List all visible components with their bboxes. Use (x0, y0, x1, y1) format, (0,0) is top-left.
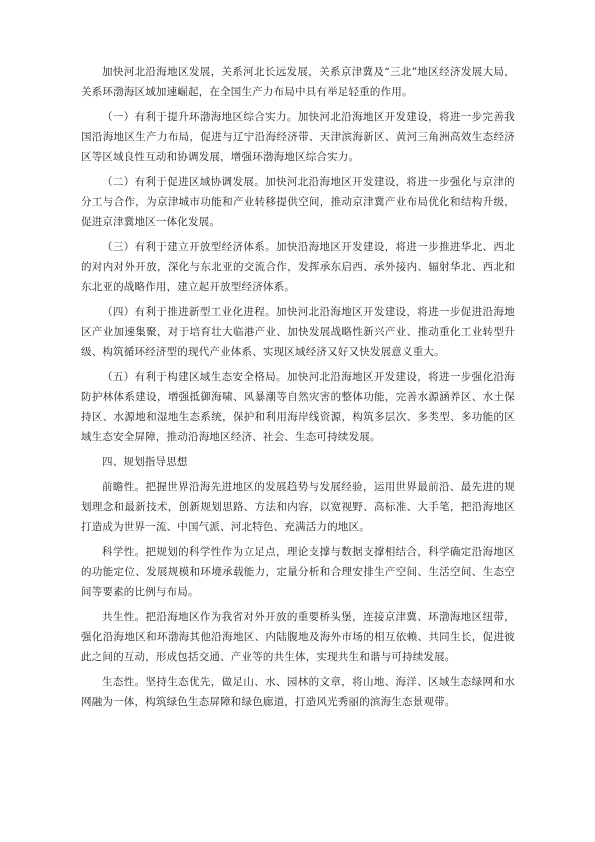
paragraph-ecological: 生态性。坚持生态优先，做足山、水、园林的文章，将山地、海洋、区域生态绿网和水网融为一体，构筑绿色生态屏障和绿色廊道，打造风光秀丽的滨海生态景观带。 (81, 676, 515, 708)
paragraph-symbiotic: 共生性。把沿海地区作为我省对外开放的重要桥头堡，连接京津冀、环渤海地区纽带，强化沿海地区和环渤海其他沿海地区、内陆腹地及海外市场的相互依赖、共同生长，促进彼此之间的互动，形成包括交通、产业等的共生体，实现共生和谐与可持续发展。 (81, 611, 515, 663)
document-page (81, 62, 515, 717)
paragraph-open-economy: （三）有利于建立开放型经济体系。加快沿海地区开发建设，将进一步推进华北、西北的对内对外开放，深化与东北亚的交流合作，发挥承东启西、承外接内、辐射华北、西北和东北亚的战略作用，建立起开放型经济体系。 (81, 241, 515, 293)
paragraph-ecological-security: （五）有利于构建区域生态安全格局。加快河北沿海地区开发建设，将进一步强化沿海防护林体系建设，增强抵御海啸、风暴潮等自然灾害的整体功能，完善水源涵养区、水土保持区、水源地和湿地生态系统，保护和利用海岸线资源，构筑多层次、多类型、多功能的区域生态安全屏障，推动沿海地区经济、社会、生态可持续发展。 (81, 371, 515, 443)
intro-paragraph: 加快河北沿海地区发展，关系河北长远发展，关系京津冀及“三北”地区经济发展大局，关系环渤海区域加速崛起，在全国生产力布局中具有举足轻重的作用。 (81, 66, 515, 98)
paragraph-comprehensive-strength: （一）有利于提升环渤海地区综合实力。加快河北沿海地区开发建设，将进一步完善我国沿海地区生产力布局，促进与辽宁沿海经济带、天津滨海新区、黄河三角洲高效生态经济区等区域良性互动和协调发展，增强环渤海地区综合实力。 (81, 111, 515, 163)
section-heading-guiding-ideology: 四、规划指导思想 (102, 456, 188, 468)
paragraph-industrialization: （四）有利于推进新型工业化进程。加快河北沿海地区开发建设，将进一步促进沿海地区产业加速集聚，对于培育壮大临港产业、加快发展战略性新兴产业、推动重化工业转型升级、构筑循环经济型的现代产业体系、实现区域经济又好又快发展意义重大。 (81, 306, 515, 358)
paragraph-regional-coordination: （二）有利于促进区域协调发展。加快河北沿海地区开发建设，将进一步强化与京津的分工与合作，为京津城市功能和产业转移提供空间，推动京津冀产业布局优化和结构升级，促进京津冀地区一体化发展。 (81, 176, 515, 228)
paragraph-scientific: 科学性。把规划的科学性作为立足点，理论支撑与数据支撑相结合，科学确定沿海地区的功能定位、发展规模和环境承载能力，定量分析和合理安排生产空间、生活空间、生态空间等要素的比例与布局。 (81, 546, 515, 598)
paragraph-forward-looking: 前瞻性。把握世界沿海先进地区的发展趋势与发展经验，运用世界最前沿、最先进的规划理念和最新技术，创新规划思路、方法和内容，以宽视野、高标准、大手笔，把沿海地区打造成为世界一流、中国气派、河北特色、充满活力的地区。 (81, 481, 515, 533)
